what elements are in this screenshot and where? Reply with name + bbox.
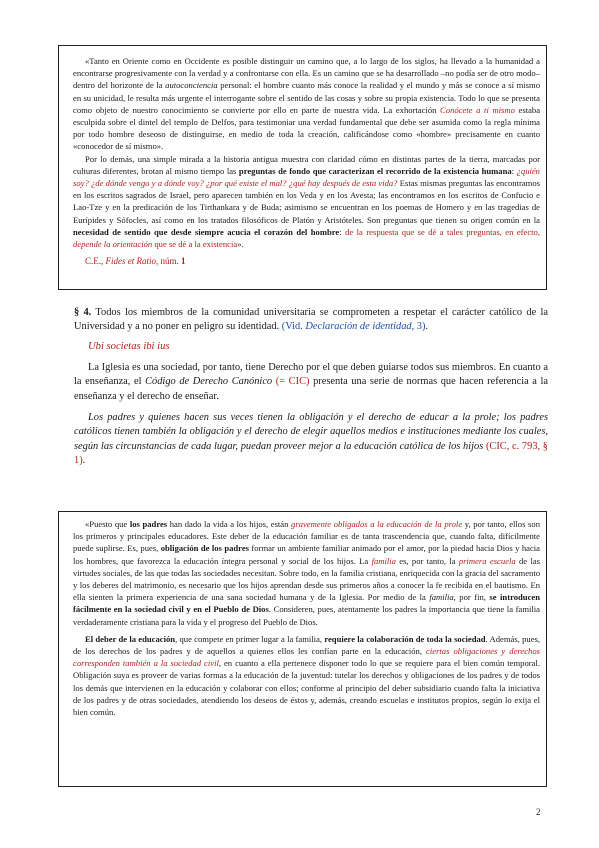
quote1-paragraph-1: «Tanto en Oriente como en Occidente es posible distinguir un camino que, a lo largo de los siglos, ha llevado a la humanidad a encontrarse progresivamente con la verdad y a confrontarse con ella. Es un camino que se ha desarrollado –no podía ser de otro modo– dentro del horizonte de la autoconciencia personal: el hombre cuanto más conoce la realidad y el mundo y más se conoce a sí mismo en su unicidad, le resulta más urgente el interrogante sobre el sentido de las cosas y sobre su propia existencia. Todo lo que se presenta como objeto de nuestro conocimiento se convierte por ello en parte de nuestra vida. La exhortación Conócete a ti mismo estaba esculpida sobre el dintel del templo de Delfos, para testimoniar una verdad fundamental que debe ser asumida como la regla mínima por todo hombre deseoso de distinguirse, en medio de toda la creación, calificándose como «hombre» precisamente en cuanto «conocedor de sí mismo». (73, 56, 541, 152)
cic-canon-quote: Los padres y quienes hacen sus veces tienen la obligación y el derecho de educar a la prole; los padres católicos tienen también la obligación y el derecho de elegir aquellos medios e instituciones mediante los cuales, según las circunstancias de cada lugar, puedan proveer mejor a la educación católica de los hijos (CIC, c. 793, § 1). (74, 412, 548, 467)
section-4-paragraph: § 4. Todos los miembros de la comunidad universitaria se comprometen a respetar el carácter católico de la Universidad y a no poner en peligro su identidad. (Vid. Declaración de identidad, 3). (74, 307, 548, 333)
quote2-paragraph-1: «Puesto que los padres han dado la vida a los hijos, están gravemente obligados a la educación de la prole y, por tanto, ellos son los primeros y principales educadores. Este deber de la educación familiar es de tanta trascendencia que, cuando falta, difícilmente puede suplirse. Es, pues, obligación de los padres formar un ambiente familiar animado por el amor, por la piedad hacia Dios y hacia los hombres, que favorezca la educación íntegra personal y social de los hijos. La familia es, por tanto, la primera escuela de las virtudes sociales, de las que todas las sociedades necesitan. Sobre todo, en la familia cristiana, enriquecida con la gracia del sacramento y los deberes del matrimonio, es necesario que los hijos aprendan desde sus primeros años a conocer la fe recibida en el bautismo. En ella sienten la primera experiencia de una sana sociedad humana y de la Iglesia. Por medio de la familia, por fin, se introducen fácilmente en la sociedad civil y en el Pueblo de Dios. Consideren, pues, atentamente los padres la importancia que tiene la familia verdaderamente cristiana para la vida y el progreso del Pueblo de Dios. (73, 519, 540, 627)
quote1-paragraph-2: Por lo demás, una simple mirada a la historia antigua muestra con claridad cómo en distintas partes de la tierra, marcadas por culturas diferentes, brotan al mismo tiempo las preguntas de fondo que caracterizan el recorrido de la existencia humana: ¿quién soy? ¿de dónde vengo y a dónde voy? ¿por qué existe el mal? ¿qué hay después de esta vida? Estas mismas preguntas las encontramos en los escritos sagrados de Israel, pero aparecen también en los Veda y en los Avesta; las encontramos en los escritos de Confucio e Lao-Tze y en la predicación de los Tirthankara y de Buda; asimismo se encuentran en los poemas de Homero y en las tragedias de Eurípides y Sófocles, así como en los tratados filosóficos de Platón y Aristóteles. Son preguntas que tienen su origen común en la necesidad de sentido que desde siempre acucia el corazón del hombre: de la respuesta que se dé a tales preguntas, en efecto, depende la orientación que se dé a la existencia». (73, 153, 540, 250)
intro-paragraph: La Iglesia es una sociedad, por tanto, tiene Derecho por el que deben guiarse todos sus miembros. En cuanto a la enseñanza, el Código de Derecho Canónico (= CIC) presenta una serie de normas que hacen referencia a la enseñanza y el derecho de enseñar. (74, 362, 549, 402)
quote2-paragraph-2: El deber de la educación, que compete en primer lugar a la familia, requiere la colaboración de toda la sociedad. Además, pues, de los derechos de los padres y de aquellos a quienes ellos les confían parte en la educación, ciertas obligaciones y derechos corresponden también a la sociedad civil, en cuanto a ella pertenece disponer todo lo que se requiere para el bien común temporal. Obligación suya es proveer de varias formas a la educación de la juventud: tutelar los derechos y obligaciones de los padres y de todos los demás que intervienen en la educación y colaborar con ellos; conforme al principio del deber subsidiario cuando falta la iniciativa de los padres y de otras sociedades, atendiendo los deseos de éstos y, además, creando escuelas e institutos propios, según lo exija el bien común. (73, 633, 541, 718)
quote1-source: C.E., Fides et Ratio, núm. 1 (85, 256, 186, 267)
quote-box-education (58, 511, 547, 787)
quote-box-fides-et-ratio (58, 45, 547, 290)
page-number: 2 (536, 807, 541, 817)
section-heading: Ubi societas ibi ius (88, 341, 170, 352)
